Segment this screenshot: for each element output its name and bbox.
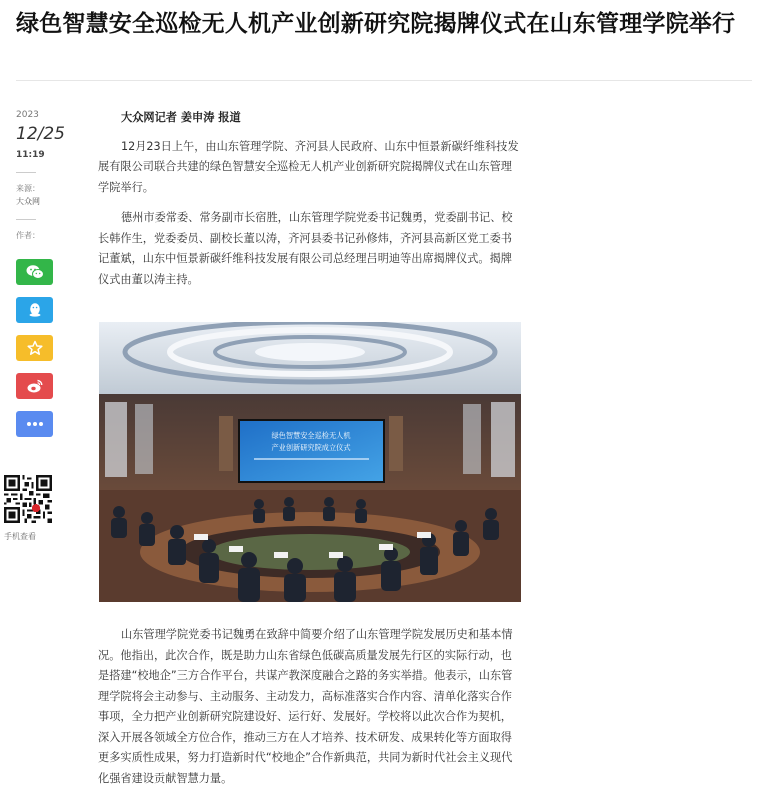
share-favorite-button[interactable] — [16, 335, 53, 361]
title-divider — [16, 80, 752, 81]
wechat-icon — [26, 264, 44, 280]
qr-code-icon[interactable] — [4, 475, 52, 523]
publish-date: 12/25 — [16, 124, 65, 144]
article-meta-sidebar — [4, 110, 76, 542]
article-title: 绿色智慧安全巡检无人机产业创新研究院揭牌仪式在山东管理学院举行 — [16, 11, 736, 37]
more-icon — [26, 421, 44, 427]
article-body — [98, 108, 522, 300]
publish-year: 2023 — [16, 110, 39, 120]
article-paragraph: 12月23日上午，由山东管理学院、齐河县人民政府、山东中恒景新碳纤维科技发展有限公司联合共建的绿色智慧安全巡检无人机产业创新研究院揭牌仪式在山东管理学院举行。 — [98, 139, 519, 194]
source-value: 大众网 — [16, 197, 40, 206]
source-label: 来源： — [16, 184, 40, 193]
article-paragraph: 德州市委常委、常务副市长宿胜，山东管理学院党委书记魏勇，党委副书记、校长韩作生，党委委员、副校长董以涛，齐河县委书记孙修炜，齐河县高新区党工委书记董斌，山东中恒景新碳纤维科技发展有限公司总经理吕明迪等出席揭牌仪式。揭牌仪式由董以涛主持。 — [98, 211, 513, 286]
share-more-button[interactable] — [16, 411, 53, 437]
qr-code-label: 手机查看 — [4, 532, 36, 541]
meta-divider — [16, 172, 36, 173]
ceremony-photo-illustration — [99, 322, 521, 602]
share-wechat-button[interactable] — [16, 259, 53, 285]
author-label: 作者： — [16, 231, 40, 240]
ceremony-photo — [99, 322, 521, 602]
article-paragraph: 山东管理学院党委书记魏勇在致辞中简要介绍了山东管理学院发展历史和基本情况。他指出，此次合作，既是助力山东省绿色低碳高质量发展先行区的实际行动，也是搭建“校地企”三方合作平台，共谋产教深度融合之路的务实举措。他表示，山东管理学院将会主动参与、主动服务、主动发力，高标准落实合作内容、清单化落实合作事项，全力把产业创新研究院建设好、运行好、发展好。学校将以此次合作为契机，深入开展各领域全方位合作，推动三方在人才培养、技术研发、成果转化等方面取得更多实质性成果，努力打造新时代“校地企”合作新典范，共同为新时代社会主义现代化强省建设贡献智慧力量。 — [98, 628, 513, 785]
weibo-icon — [26, 378, 44, 394]
qq-icon — [28, 302, 42, 318]
meta-divider — [16, 219, 36, 220]
screen-title-line1: 绿色智慧安全巡检无人机 — [271, 431, 351, 440]
star-icon — [27, 340, 43, 356]
share-qq-button[interactable] — [16, 297, 53, 323]
article-byline: 大众网记者 姜申涛 报道 — [121, 111, 241, 124]
screen-title-line2: 产业创新研究院成立仪式 — [271, 443, 351, 452]
publish-time: 11:19 — [16, 150, 45, 160]
share-weibo-button[interactable] — [16, 373, 53, 399]
